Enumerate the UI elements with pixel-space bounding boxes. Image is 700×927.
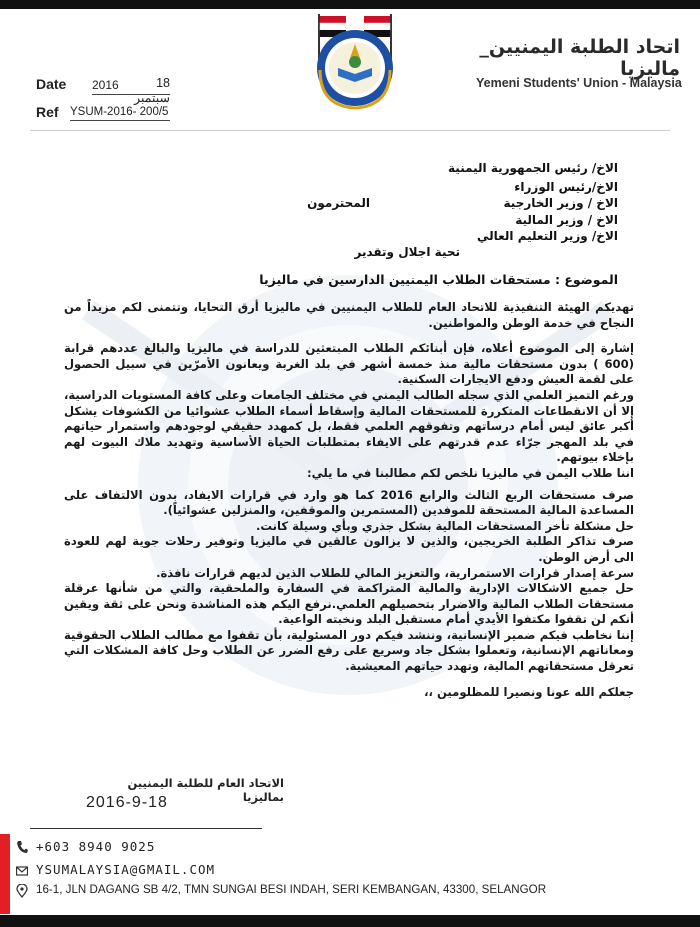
- bottom-edge-strip: [0, 915, 700, 927]
- signature-rule: [30, 828, 262, 829]
- date-day-month: 18 سبتمبر: [134, 76, 170, 105]
- recipient-4: الاخ / وزير المالية: [515, 213, 618, 227]
- ref-underline: [70, 120, 170, 121]
- date-underline: [92, 94, 170, 95]
- org-name-english: Yemeni Students' Union - Malaysia: [476, 76, 682, 90]
- signature-org: الاتحاد العام للطلبة اليمنيين بماليزيا: [127, 776, 284, 804]
- footer-accent-bar: [0, 834, 10, 914]
- org-name-arabic: اتحاد الطلبة اليمنيين_ ماليزيا: [479, 36, 680, 80]
- footer-email: YSUMALAYSIA@GMAIL.COM: [36, 862, 216, 877]
- footer-address: 16-1, JLN DAGANG SB 4/2, TMN SUNGAI BESI INDAH, SERI KEMBANGAN, 43300, SELANGOR: [36, 883, 547, 896]
- recipient-5: الاخ/ وزير التعليم العالي: [477, 229, 618, 243]
- ref-value: YSUM-2016- 200/5: [70, 106, 169, 118]
- date-year: 2016: [92, 78, 119, 92]
- honorific: المحترمون: [307, 196, 370, 210]
- paragraph-demands-intro: اننا طلاب اليمن في ماليزيا نلخص لكم مطالبنا في ما يلي:: [306, 465, 634, 480]
- demand-item-2: حل مشكلة تأخر المستحقات المالية بشكل جذري وبأي وسيلة كانت.: [255, 518, 634, 533]
- ref-label: Ref: [36, 104, 59, 120]
- demand-item-1: صرف مستحقات الربع الثالث والرابع 2016 كما هو وارد في قرارات الايفاد، بدون الالتفاف على المساعدة المالية المستحقة للموفدين (المستمرين والموقفين، والمنزلين عشوائياً).: [64, 487, 635, 518]
- date-label: Date: [36, 76, 67, 92]
- letter-body: [64, 300, 634, 700]
- recipient-3: الاخ / وزير الخارجية: [503, 196, 618, 210]
- recipient-1: الاخ/ رئيس الجمهورية اليمنية: [448, 161, 618, 175]
- subject-line: الموضوع : مستحقات الطلاب اليمنيين الدارسين في ماليزيا: [259, 272, 618, 287]
- signature-date: 2016-9-18: [86, 794, 168, 811]
- greeting: تحية اجلال وتقدير: [354, 245, 460, 259]
- paragraph-closing: جعلكم الله عونا ونصيرا للمظلومين ،،: [424, 684, 634, 699]
- paragraph-intro: تهديكم الهيئة التنفيذية للاتحاد العام للطلاب اليمنيين في ماليزيا أرق التحايا، وتتمنى لكم مزيداً من النجاح في خدمة الوطن والمواطنين.: [64, 300, 634, 330]
- header-rule: [30, 130, 670, 131]
- phone-icon: [16, 840, 28, 854]
- top-edge-strip: [0, 0, 700, 9]
- paragraph-reference: إشارة إلى الموضوع أعلاه، فإن أبنائكم الطلاب المبتعثين للدراسة في ماليزيا والبالغ عددهم قرابة (600 ) بدون مستحقات مالية منذ خمسة أشهر في بلد الغربة ويعانون الأمرّين في سبيل الحصول على لقمة العيش ودفع الايجارات السكنية.: [64, 341, 634, 387]
- demand-item-5: حل جميع الاشكالات الإدارية والمالية المتراكمة في السفارة والملحقية، والتي من شأنها عرقلة مستحقات الطلاب المالية والاضرار بتحصيلهم العلمي.نرفع اليكم هذه المناشدة ونحن على ثقة ويقين أنكم لن تقفوا مكتفوا الأيدي أمام مستقبل البلد ونخبته الواعية.: [64, 581, 634, 627]
- demand-item-4: سرعة إصدار قرارات الاستمرارية، والتعزيز المالي للطلاب الذين لديهم قرارات نافذة.: [156, 565, 634, 580]
- footer-phone: +603 8940 9025: [36, 839, 156, 854]
- email-icon: [16, 864, 28, 878]
- location-pin-icon: [16, 884, 28, 898]
- union-emblem-icon: [300, 10, 410, 118]
- demand-item-3: صرف تذاكر الطلبة الخريجين، والذين لا يزالون عالقين في ماليزيا وتوفير رحلات جوية لهم للعودة الى أرض الوطن.: [64, 534, 634, 564]
- paragraph-appeal: إننا نخاطب فيكم ضمير الإنسانية، وننشد فيكم دور المسئولية، بأن تقفوا مع مطالب الطلاب الحقوقية ومعاناتهم الإنسانية، وتعملوا بشكل جاد وسريع على رفع الضرر عن الطلاب وحل كافة المشكلات التي تعرقل مستحقاتهم المالية، وتهدد حياتهم المعيشية.: [64, 627, 634, 674]
- paragraph-excellence: ورغم التميز العلمي الذي سجله الطالب اليمني في مختلف الجامعات وعلى كافة المستويات الدراسية، إلا أن الانقطاعات المتكررة للمستحقات المالية وإسقاط أسماء الطلاب عشوائيا من الكشوفات يشكل أكبر عائق ليس أمام درساتهم وتفوقهم العلمي فقط، بل كمهدد حقيقي لوجودهم واستمرار حياتهم في بلد المهجر جرّاء عدم قدرتهم على الايفاء بمتطلبات الحياة الأساسية وتهديد ملاك البيوت لهم بإخلاء بيوتهم.: [63, 387, 634, 465]
- recipient-2: الاخ/رئيس الوزراء: [514, 180, 618, 194]
